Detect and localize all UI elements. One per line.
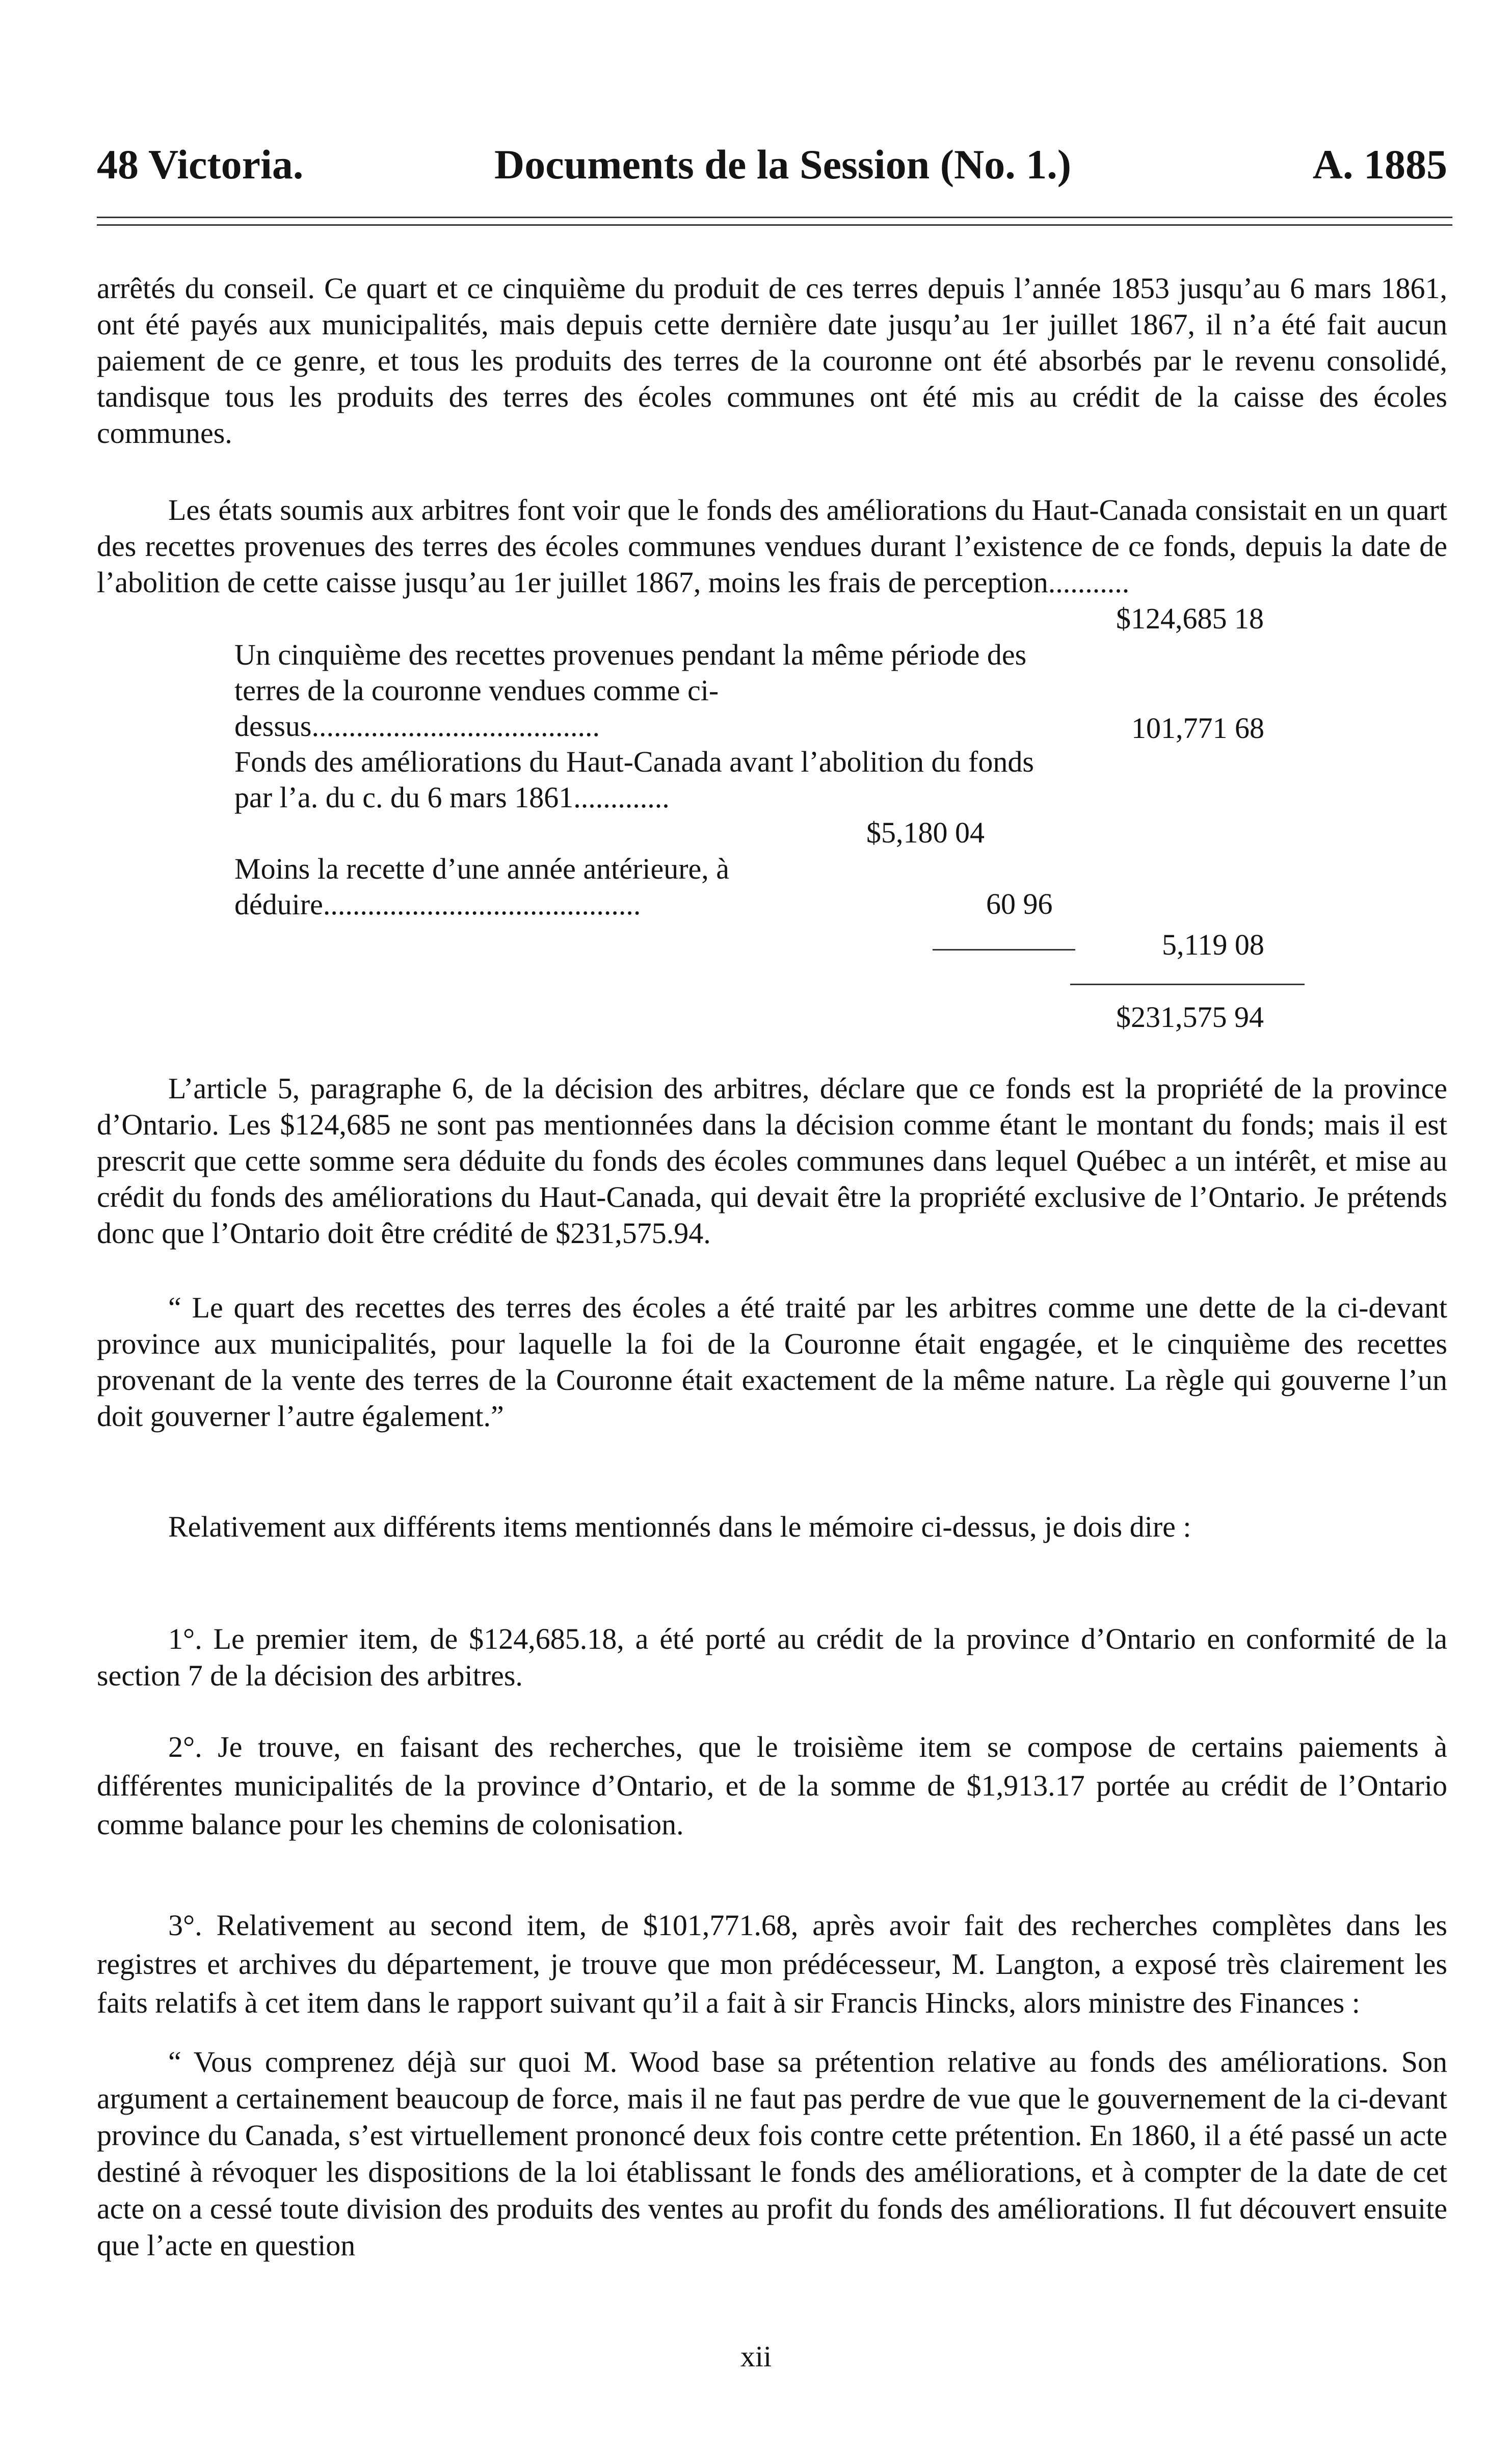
amount-3: $5,180 04 [866,816,985,849]
amount-5: 5,119 08 [1162,928,1264,961]
total-rule [1070,984,1305,985]
subtotal-rule [933,949,1075,951]
account-item-2: Un cinquième des recettes provenues pendant la même période des terres de la couronne vendues comme ci-dessus....................................... [234,638,1027,743]
running-header [97,141,1447,197]
amount-2: 101,771 68 [1131,711,1264,745]
header-year: A. 1885 [1312,141,1447,188]
header-rule-bottom [97,224,1452,226]
amount-4: 60 96 [986,887,1053,920]
paragraph-9: “ Vous comprenez déjà sur quoi M. Wood base sa prétention relative au fonds des améliorations. Son argument a certainement beaucoup de force, mais il ne faut pas perdre de vue que le gouvernement de la ci-devant province du Canada, s’est virtuellement prononcé deux fois contre cette prétention. En 1860, il a été passé un acte destiné à révoquer les dispositions de la loi établissant le fonds des améliorations, et à compter de la date de cet acte on a cessé toute division des produits des ventes au profit du fonds des améliorations. Il fut découvert ensuite que l’acte en question [97,2045,1447,2262]
paragraph-5: Relativement aux différents items mentionnés dans le mémoire ci-dessus, je dois dire : [168,1510,1191,1543]
account-item-3: Fonds des améliorations du Haut-Canada avant l’abolition du fonds par l’a. du c. du 6 mars 1861............. [234,745,1034,814]
paragraph-7: 2°. Je trouve, en faisant des recherches, que le troisième item se compose de certains paiements à différentes municipalités de la province d’Ontario, et de la somme de $1,913.17 portée au crédit de l’Ontario comme balance pour les chemins de colonisation. [97,1730,1447,1841]
paragraph-1: arrêtés du conseil. Ce quart et ce cinquième du produit de ces terres depuis l’année 1853 jusqu’au 6 mars 1861, ont été payés aux municipalités, mais depuis cette dernière date jusqu’au 1er juillet 1867, il n’a été fait aucun paiement de ce genre, et tous les produits des terres de la couronne ont été absorbés par le revenu consolidé, tandisque tous les produits des terres des écoles communes ont été mis au crédit de la caisse des écoles communes. [97,272,1447,450]
paragraph-4: “ Le quart des recettes des terres des écoles a été traité par les arbitres comme une dette de la ci-devant province aux municipalités, pour laquelle la foi de la Couronne était engagée, et le cinquième des recettes provenant de la vente des terres de la Couronne était exactement de la même nature. La règle qui gouverne l’un doit gouverner l’autre également.” [97,1291,1447,1433]
paragraph-3: L’article 5, paragraphe 6, de la décision des arbitres, déclare que ce fonds est la propriété de la province d’Ontario. Les $124,685 ne sont pas mentionnées dans la décision comme étant le montant du fonds; mais il est prescrit que cette somme sera déduite du fonds des écoles communes dans lequel Québec a un intérêt, et mise au crédit du fonds des améliorations du Haut-Canada, qui devait être la propriété exclusive de l’Ontario. Je prétends donc que l’Ontario doit être crédité de $231,575.94. [97,1072,1447,1250]
paragraph-6: 1°. Le premier item, de $124,685.18, a été porté au crédit de la province d’Ontario en conformité de la section 7 de la décision des arbitres. [97,1622,1447,1692]
paragraph-8: 3°. Relativement au second item, de $101,771.68, après avoir fait des recherches complètes dans les registres et archives du département, je trouve que mon prédécesseur, M. Langton, a exposé très clairement les faits relatifs à cet item dans le rapport suivant qu’il a fait à sir Francis Hincks, alors ministre des Finances : [97,1909,1447,2019]
header-title: Documents de la Session (No. 1.) [494,141,1072,188]
paragraph-2: Les états soumis aux arbitres font voir que le fonds des améliorations du Haut-Canada consistait en un quart des recettes provenues des terres des écoles communes vendues durant l’existence de ce fonds, depuis la date de l’abolition de cette caisse jusqu’au 1er juillet 1867, moins les frais de perception........... [97,493,1447,599]
amount-1: $124,685 18 [1116,602,1264,635]
header-volume: 48 Victoria. [97,141,304,188]
header-rule-top [97,217,1452,218]
account-item-4: Moins la recette d’une année antérieure, à déduire........................................... [234,852,729,921]
total-amount: $231,575 94 [1116,1000,1264,1034]
page-number: xii [740,2340,772,2373]
